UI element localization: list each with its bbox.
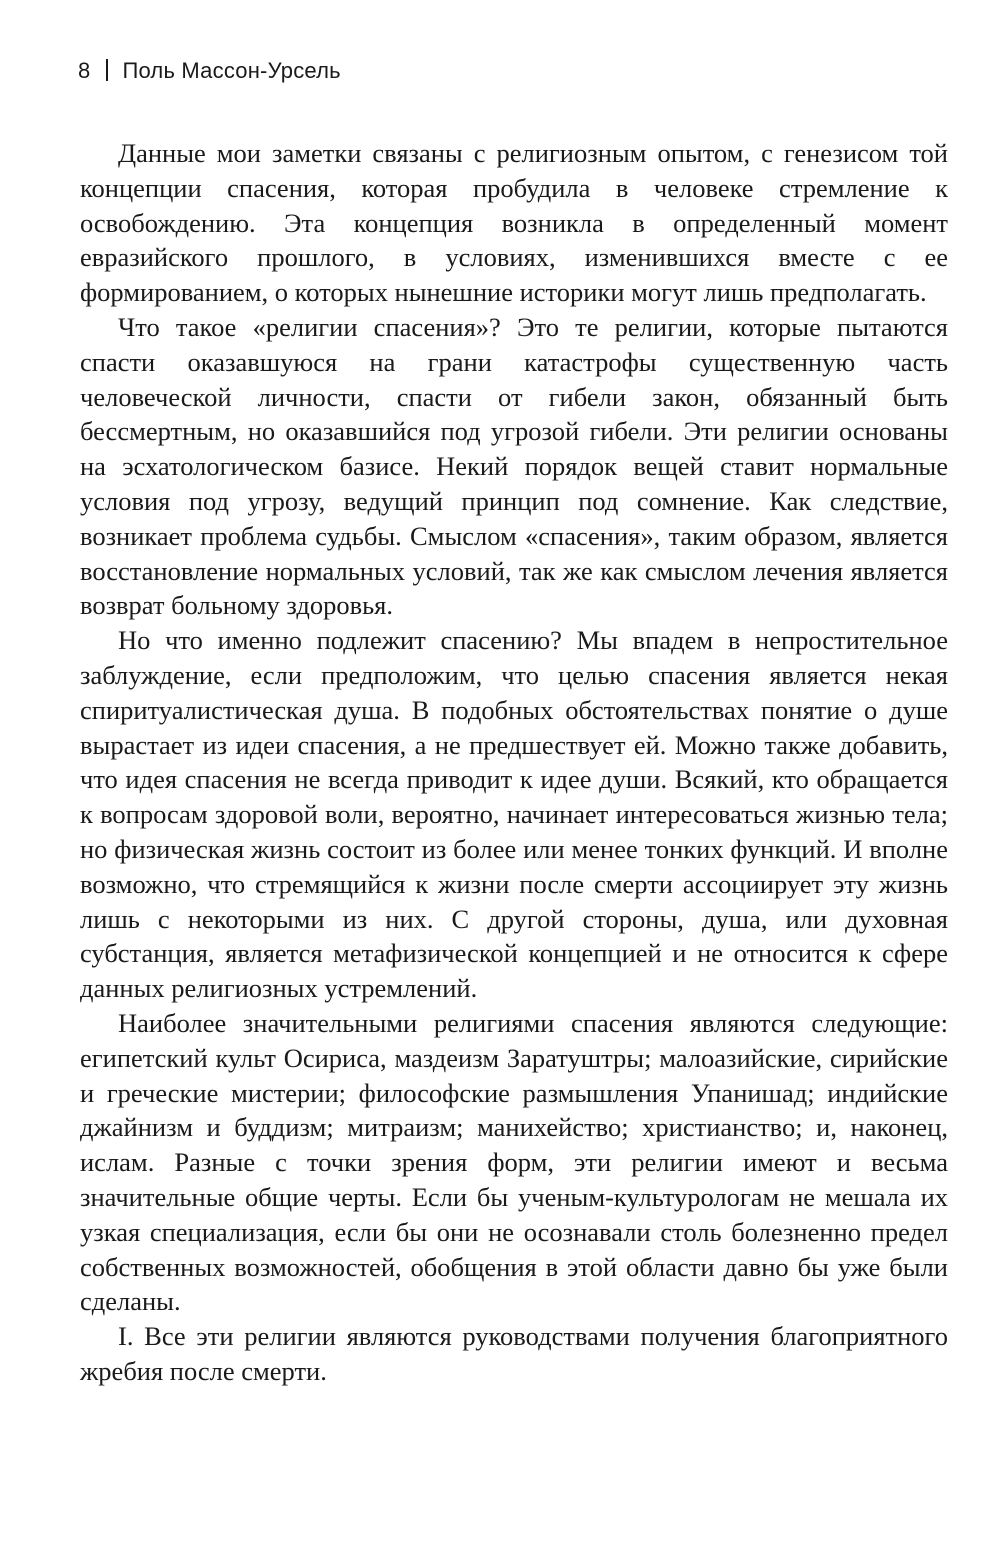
header-separator: [106, 59, 108, 81]
running-head: [78, 58, 341, 84]
page-number: 8: [78, 58, 91, 83]
paragraph-3: Но что именно подлежит спасению? Мы впадем в непростительное заблуждение, если предположим, что целью спасения является некая спиритуалистическая душа. В подобных обстоятельствах понятие о душе вырастает из идеи спасения, а не предшествует ей. Можно также добавить, что идея спасения не всегда приводит к идее души. Всякий, кто обращается к вопросам здоровой воли, вероятно, начинает интересоваться жизнью тела; но физическая жизнь состоит из более или менее тонких функций. И вполне возможно, что стремящийся к жизни после смерти ассоциирует эту жизнь лишь с некоторыми из них. С другой стороны, душа, или духовная субстанция, является метафизической концепцией и не относится к сфере данных религиозных устремлений.: [80, 625, 948, 1004]
paragraph-2: Что такое «религии спасения»? Это те религии, которые пытаются спасти оказавшуюся на грани катастрофы существенную часть человеческой личности, спасти от гибели закон, обязанный быть бессмертным, но оказавшийся под угрозой гибели. Эти религии основаны на эсхатологическом базисе. Некий порядок вещей ставит нормальные условия под угрозу, ведущий принцип под сомнение. Как следствие, возникает проблема судьбы. Смыслом «спасения», таким образом, является восстановление нормальных условий, так же как смыслом лечения является возврат больному здоровья.: [80, 311, 948, 621]
paragraph-5: I. Все эти религии являются руководствами получения благоприятного жребия после смерти.: [80, 1321, 948, 1386]
body-text: [80, 136, 948, 1389]
paragraph-4: Наиболее значительными религиями спасения являются следующие: египетский культ Осириса, маздеизм Заратуштры; малоазийские, сирийские и греческие мистерии; философские размышления Упанишад; индийские джайнизм и буддизм; митраизм; манихейство; христианство; и, наконец, ислам. Разные с точки зрения форм, эти религии имеют и весьма значительные общие черты. Если бы ученым-культурологам не мешала их узкая специализация, если бы они не осознавали столь болезненно предел собственных возможностей, обобщения в этой области давно бы уже были сделаны.: [80, 1007, 948, 1317]
author-name: Поль Массон-Урсель: [122, 58, 341, 83]
paragraph-1: Данные мои заметки связаны с религиозным опытом, с генезисом той концепции спасения, которая пробудила в человеке стремление к освобождению. Эта концепция возникла в определенный момент евразийского прошлого, в условиях, изменившихся вместе с ее формированием, о которых нынешние историки могут лишь предполагать.: [80, 138, 948, 308]
